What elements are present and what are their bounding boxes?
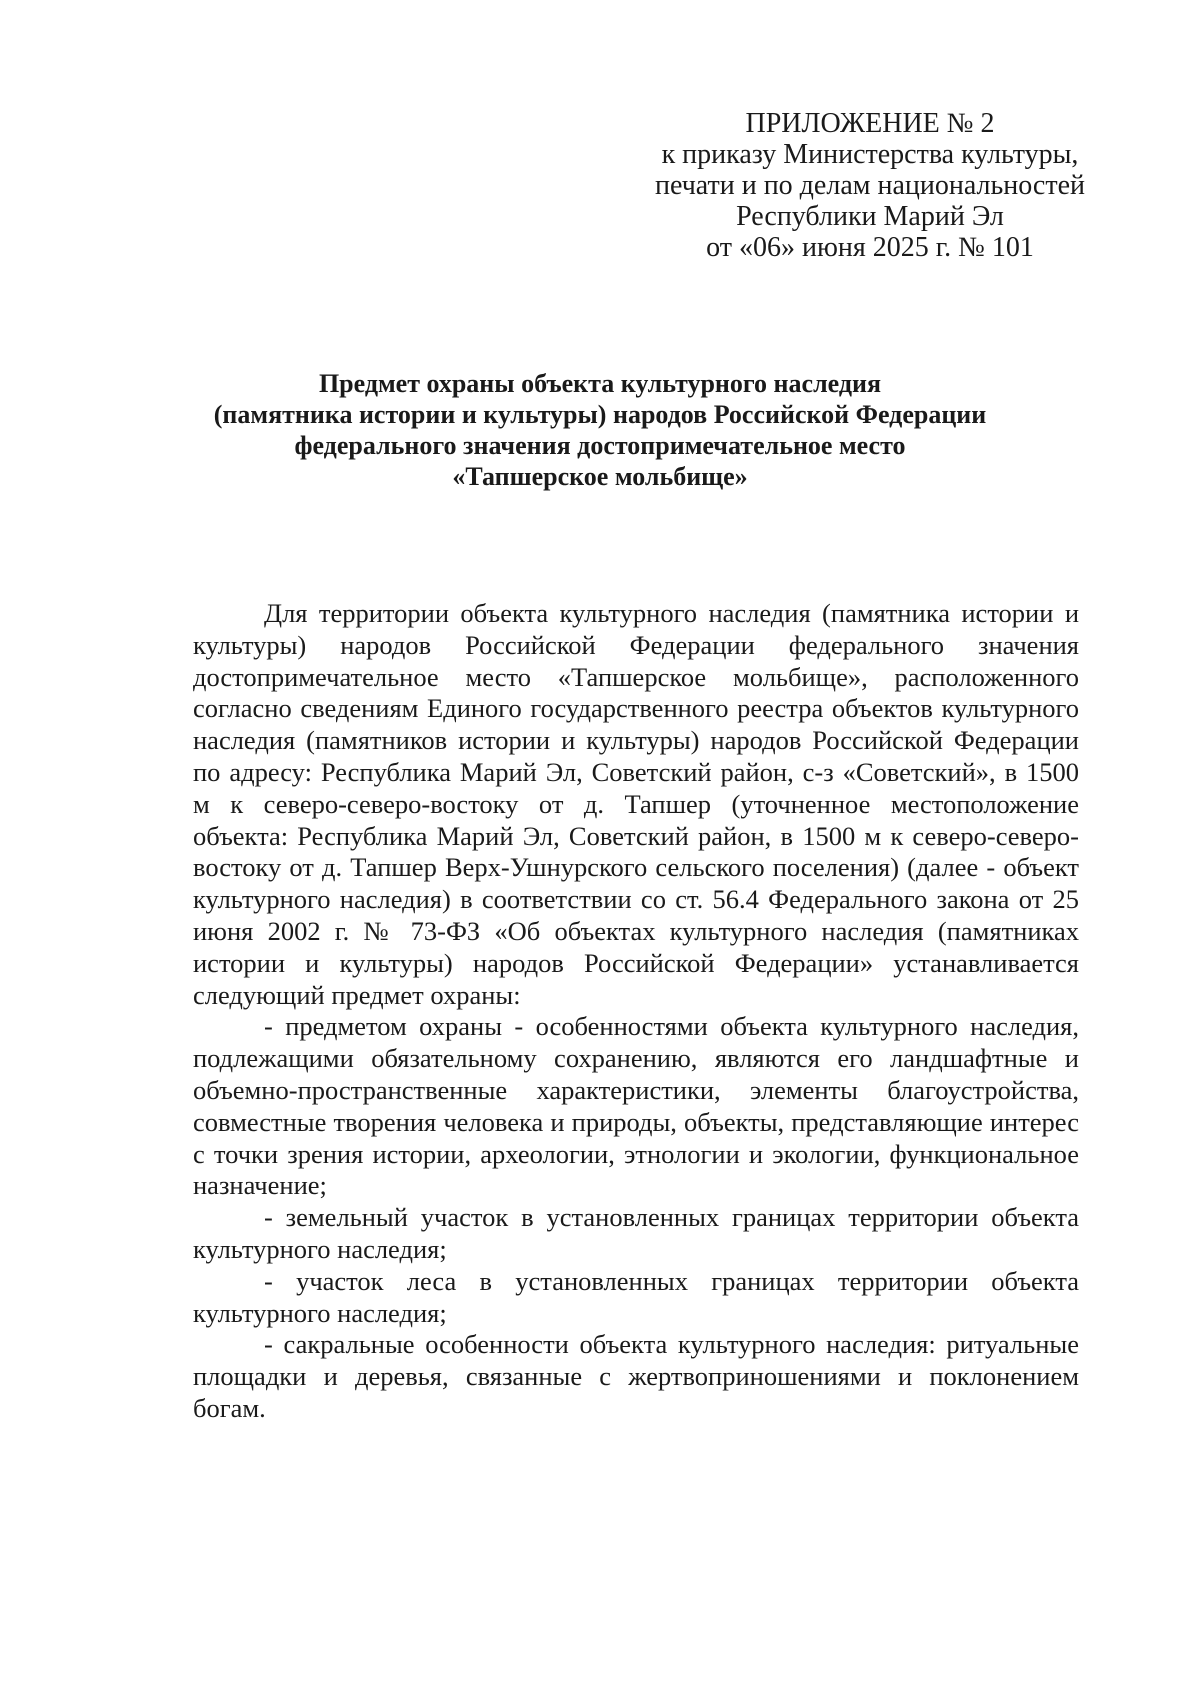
appendix-order-ref: к приказу Министерства культуры, [661, 139, 1079, 170]
title-line-4: «Тапшерское мольбище» [452, 462, 748, 491]
appendix-date: от «06» июня 2025 г. № 101 [706, 232, 1034, 263]
document-body [193, 598, 1079, 1425]
appendix-number: ПРИЛОЖЕНИЕ № 2 [745, 108, 995, 139]
list-item: - земельный участок в установленных границах территории объекта культурного наследия; [193, 1202, 1079, 1264]
title-line-3: федерального значения достопримечательное место [294, 431, 906, 460]
list-item: - предметом охраны - особенностями объекта культурного наследия, подлежащими обязательному сохранению, являются его ландшафтные и объемно-пространственные характеристики, элементы благоустройства, совместные творения человека и природы, объекты, представляющие интерес с точки зрения истории, археологии, этнологии и экологии, функциональное назначение; [193, 1011, 1079, 1201]
list-item: - участок леса в установленных границах территории объекта культурного наследия; [193, 1265, 1079, 1328]
appendix-header [620, 108, 1120, 263]
appendix-ministry: печати и по делам национальностей [654, 170, 1086, 201]
appendix-republic: Республики Марий Эл [736, 201, 1004, 232]
list-item: - сакральные особенности объекта культурного наследия: ритуальные площадки и деревья, связанные с жертвоприношениями и поклонением богам. [193, 1329, 1079, 1423]
title-line-1: Предмет охраны объекта культурного наследия [318, 369, 882, 398]
title-line-2: (памятника истории и культуры) народов Российской Федерации [213, 400, 987, 429]
document-title [150, 368, 1050, 492]
intro-paragraph: Для территории объекта культурного наследия (памятника истории и культуры) народов Российской Федерации федерального значения достопримечательное место «Тапшерское мольбище», расположенного согласно сведениям Единого государственного реестра объектов культурного наследия (памятников истории и культуры) народов Российской Федерации по адресу: Республика Марий Эл, Советский район, с-з «Советский», в 1500 м к северо-северо-востоку от д. Тапшер (уточненное местоположение объекта: Республика Марий Эл, Советский район, в 1500 м к северо-северо-востоку от д. Тапшер Верх-Ушнурского сельского поселения) (далее - объект культурного наследия) в соответствии со ст. 56.4 Федерального закона от 25 июня 2002 г. № 73-ФЗ «Об объектах культурного наследия (памятниках истории и культуры) народов Российской Федерации» устанавливается следующий предмет охраны: [193, 598, 1079, 1010]
